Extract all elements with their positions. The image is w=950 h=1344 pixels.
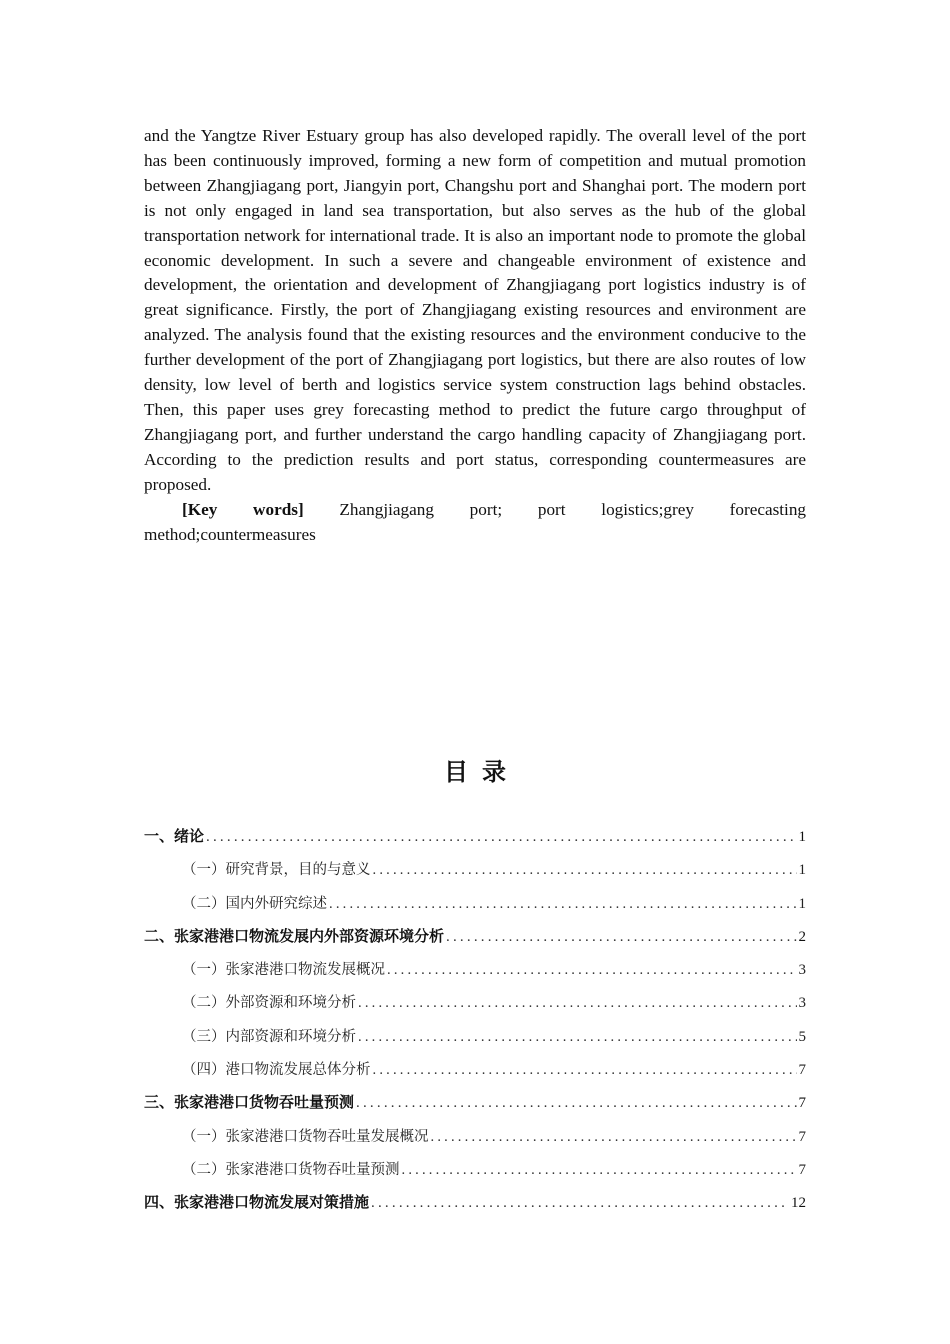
toc-entry-4[interactable] (144, 1191, 806, 1224)
keywords-line (144, 498, 806, 523)
toc-entry-label: （二）外部资源和环境分析 (182, 995, 356, 1012)
toc-page-number: 7 (798, 1062, 806, 1079)
toc-leader-dots (387, 962, 797, 979)
toc-page-number: 1 (798, 829, 806, 845)
toc-entry-label: 二、张家港港口物流发展内外部资源环境分析 (144, 926, 445, 945)
toc-page-number: 7 (798, 1095, 806, 1112)
abstract-section (144, 124, 806, 547)
toc-page-number: 1 (798, 862, 806, 879)
toc-leader-dots (358, 995, 797, 1012)
toc-entry-label: （二）张家港港口货物吞吐量预测 (182, 1161, 400, 1178)
table-of-contents (144, 825, 806, 1225)
toc-entry-label: （二）国内外研究综述 (182, 895, 327, 912)
toc-entry-label: （三）内部资源和环境分析 (182, 1028, 356, 1045)
toc-leader-dots (446, 929, 796, 946)
toc-page-number: 2 (798, 928, 806, 945)
keywords-label: [Key words] (182, 499, 304, 519)
toc-leader-dots (329, 896, 797, 913)
toc-leader-dots (371, 1195, 789, 1212)
toc-leader-dots (206, 829, 796, 846)
toc-title: 目录 (444, 758, 520, 786)
toc-entry-2-4[interactable] (144, 1058, 806, 1091)
keywords-continuation: method;countermeasures (144, 524, 316, 544)
toc-entry-2-1[interactable] (144, 958, 806, 991)
toc-entry-label: （四）港口物流发展总体分析 (182, 1062, 371, 1079)
toc-leader-dots (356, 1095, 796, 1112)
toc-leader-dots (402, 1162, 797, 1179)
toc-entry-1-1[interactable] (144, 858, 806, 891)
toc-entry-3[interactable] (144, 1091, 806, 1124)
toc-entry-1-2[interactable] (144, 892, 806, 925)
toc-entry-1[interactable] (144, 825, 806, 858)
toc-page-number: 3 (798, 962, 806, 979)
toc-entry-label: 四、张家港港口物流发展对策措施 (144, 1193, 370, 1212)
toc-leader-dots (373, 1062, 797, 1079)
abstract-body: and the Yangtze River Estuary group has also developed rapidly. The overall level of the port has been continuously improved, forming a new form of competition and mutual promotion between Zhangjiagang port, Jiangyin port, Changshu port and Shanghai port. The modern port is not only engaged in land sea transportation, but also serves as the hub of the global transportation network for international trade. It is also an important node to promote the global economic development. In such a severe and changeable environment of existence and development, the orientation and development of Zhangjiagang port logistics industry is of great significance. Firstly, the port of Zhangjiagang existing resources and environment are analyzed. The analysis found that the existing resources and the environment conducive to the further development of the port of Zhangjiagang port logistics, but there are also routes of low density, low level of berth and logistics service system construction lags behind obstacles. Then, this paper uses grey forecasting method to predict the future cargo throughput of Zhangjiagang port, and further understand the cargo handling capacity of Zhangjiagang port. According to the prediction results and port status, corresponding countermeasures are proposed. (144, 126, 806, 494)
toc-entry-3-2[interactable] (144, 1158, 806, 1191)
toc-page-number: 3 (798, 995, 806, 1012)
toc-entry-3-1[interactable] (144, 1125, 806, 1158)
toc-leader-dots (358, 1029, 797, 1046)
keywords-text: Zhangjiagang port; port logistics;grey forecasting (339, 499, 807, 519)
toc-page-number: 7 (798, 1128, 806, 1145)
toc-entry-2-3[interactable] (144, 1025, 806, 1058)
toc-entry-label: （一）张家港港口物流发展概况 (182, 962, 385, 979)
toc-page-number: 12 (791, 1195, 806, 1212)
toc-entry-label: （一）张家港港口货物吞吐量发展概况 (182, 1128, 429, 1145)
toc-entry-label: 一、绪论 (144, 827, 205, 845)
toc-page-number: 7 (798, 1161, 806, 1178)
toc-leader-dots (431, 1129, 797, 1146)
toc-entry-label: 三、张家港港口货物吞吐量预测 (144, 1093, 355, 1112)
toc-entry-2-2[interactable] (144, 991, 806, 1024)
toc-page-number: 1 (798, 895, 806, 912)
toc-entry-2[interactable] (144, 925, 806, 958)
toc-page-number: 5 (798, 1028, 806, 1045)
toc-entry-label: （一）研究背景，目的与意义 (182, 862, 371, 879)
toc-leader-dots (373, 862, 797, 879)
